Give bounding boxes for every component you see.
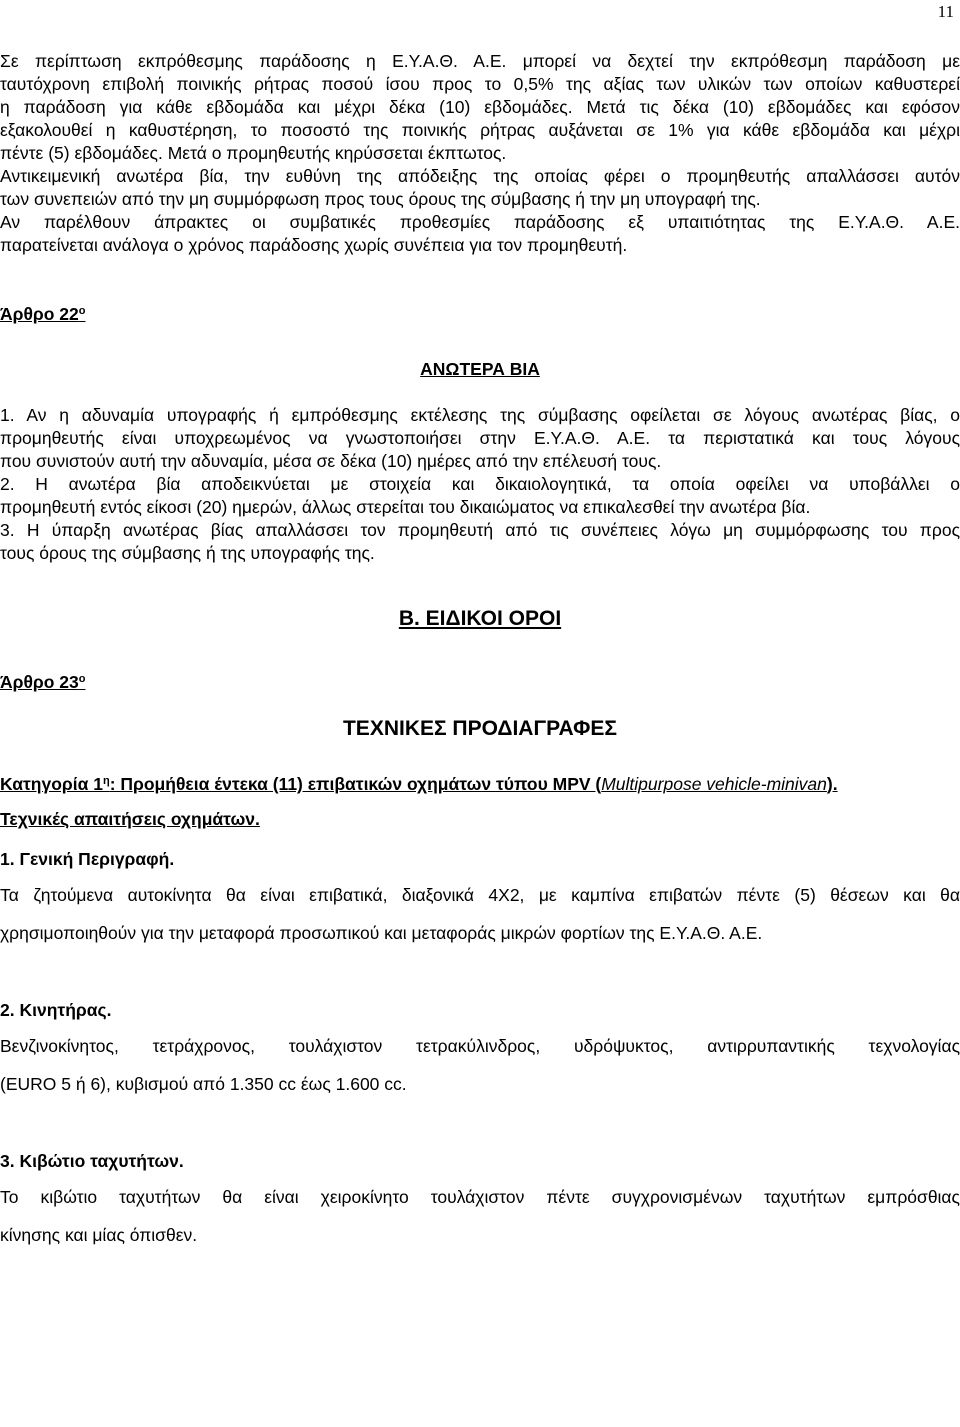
text-line: Βενζινοκίνητος, τετράχρονος, τουλάχιστον τετρακύλινδρος, υδρόψυκτος, αντιρρυπαντικής τεχνολογίας bbox=[0, 1036, 960, 1056]
text-line: Αν παρέλθουν άπρακτες οι συμβατικές προθεσμίες παράδοσης εξ υπαιτιότητας της Ε.Υ.Α.Θ. Α.Ε. bbox=[0, 212, 960, 232]
section-b-title: Β. ΕΙΔΙΚΟΙ ΟΡΟΙ bbox=[398, 607, 562, 630]
text-line: 3. Η ύπαρξη ανωτέρας βίας απαλλάσσει τον προμηθευτή από τις συνέπειες λόγω μη συμμόρφωσης του προς bbox=[0, 520, 960, 540]
article-22-title: ΑΝΩΤΕΡΑ ΒΙΑ bbox=[420, 359, 540, 379]
text-line: ταυτόχρονη επιβολή ποινικής ρήτρας ποσού ίσου προς το 0,5% της αξίας των υλικών των οποίων καθυστερεί bbox=[0, 74, 960, 94]
text-line: Σε περίπτωση εκπρόθεσμης παράδοσης η Ε.Υ.Α.Θ. Α.Ε. μπορεί να δεχτεί την εκπρόθεσμη παράδοση με bbox=[0, 51, 960, 71]
text-line: η παράδοση για κάθε εβδομάδα και μέχρι δέκα (10) εβδομάδες. Μετά τις δέκα (10) εβδομάδες και εφόσον bbox=[0, 97, 960, 117]
text-line: (EURO 5 ή 6), κυβισμού από 1.350 cc έως 1.600 cc. bbox=[0, 1074, 407, 1094]
page-number: 11 bbox=[937, 2, 954, 21]
text-line: πέντε (5) εβδομάδες. Μετά ο προμηθευτής κηρύσσεται έκπτωτος. bbox=[0, 143, 507, 163]
article-23-label: Άρθρο $23^o$ bbox=[0, 672, 86, 692]
text-line: των συνεπειών από την μη συμμόρφωση προς τους όρους της σύμβασης ή την μη υπογραφή της. bbox=[0, 189, 761, 209]
text-line: τους όρους της σύμβασης ή της υπογραφής της. bbox=[0, 543, 375, 563]
text-line: που συνιστούν αυτή την αδυναμία, μέσα σε δέκα (10) ημέρες από την επέλευσή τους. bbox=[0, 451, 662, 471]
article-23-title: ΤΕΧΝΙΚΕΣ ΠΡΟΔΙΑΓΡΑΦΕΣ bbox=[342, 717, 617, 740]
text-line: εξακολουθεί η καθυστέρηση, το ποσοστό της ποινικής ρήτρας αυξάνεται σε 1% για κάθε εβδομάδα και μέχρι bbox=[0, 120, 960, 140]
text-line: προμηθευτή εντός είκοσι (20) ημερών, άλλως στερείται του δικαιώματος να επικαλεσθεί την ανωτέρα βία. bbox=[0, 497, 811, 517]
text-line: χρησιμοποιηθούν για την μεταφορά προσωπικού και μεταφοράς μικρών φορτίων της Ε.Υ.Α.Θ. Α.Ε. bbox=[0, 923, 763, 943]
text-line: παρατείνεται ανάλογα ο χρόνος παράδοσης χωρίς συνέπεια για τον προμηθευτή. bbox=[0, 235, 628, 255]
text-line: Τα ζητούμενα αυτοκίνητα θα είναι επιβατικά, διαξονικά 4Χ2, με καμπίνα επιβατών πέντε (5) θέσεων και θα bbox=[0, 885, 960, 905]
text-line: Το κιβώτιο ταχυτήτων θα είναι χειροκίνητο τουλάχιστον πέντε συγχρονισμένων ταχυτήτων εμπρόσθιας bbox=[0, 1187, 960, 1207]
section-1-heading: 1. Γενική Περιγραφή. bbox=[0, 849, 175, 869]
section-3-heading: 3. Κιβώτιο ταχυτήτων. bbox=[0, 1151, 184, 1171]
section-2-heading: 2. Κινητήρας. bbox=[0, 1000, 112, 1020]
text-line: προμηθευτής είναι υποχρεωμένος να γνωστοποιήσει στην Ε.Υ.Α.Θ. Α.Ε. τα περιστατικά και τους λόγους bbox=[0, 428, 960, 448]
article-22-label: Άρθρο $22^o$ bbox=[0, 304, 86, 324]
category-heading: Κατηγορία $1^\eta$: Προμήθεια έντεκα (11) επιβατικών οχημάτων τύπου MPV (Multipurpose vehicle-minivan). bbox=[0, 774, 838, 794]
text-line: 1. Αν η αδυναμία υπογραφής ή εμπρόθεσμης εκτέλεσης της σύμβασης οφείλεται σε λόγους ανωτέρας βίας, ο bbox=[0, 405, 960, 425]
text-line: κίνησης και μίας όπισθεν. bbox=[0, 1225, 198, 1245]
text-line: 2. Η ανωτέρα βία αποδεικνύεται με στοιχεία και δικαιολογητικά, τα οποία οφείλει να υποβάλλει ο bbox=[0, 474, 960, 494]
tech-requirements-heading: Τεχνικές απαιτήσεις οχημάτων. bbox=[0, 809, 260, 829]
text-line: Αντικειμενική ανωτέρα βία, την ευθύνη της απόδειξης της οποίας φέρει ο προμηθευτής απαλλάσσει αυτόν bbox=[0, 166, 960, 186]
